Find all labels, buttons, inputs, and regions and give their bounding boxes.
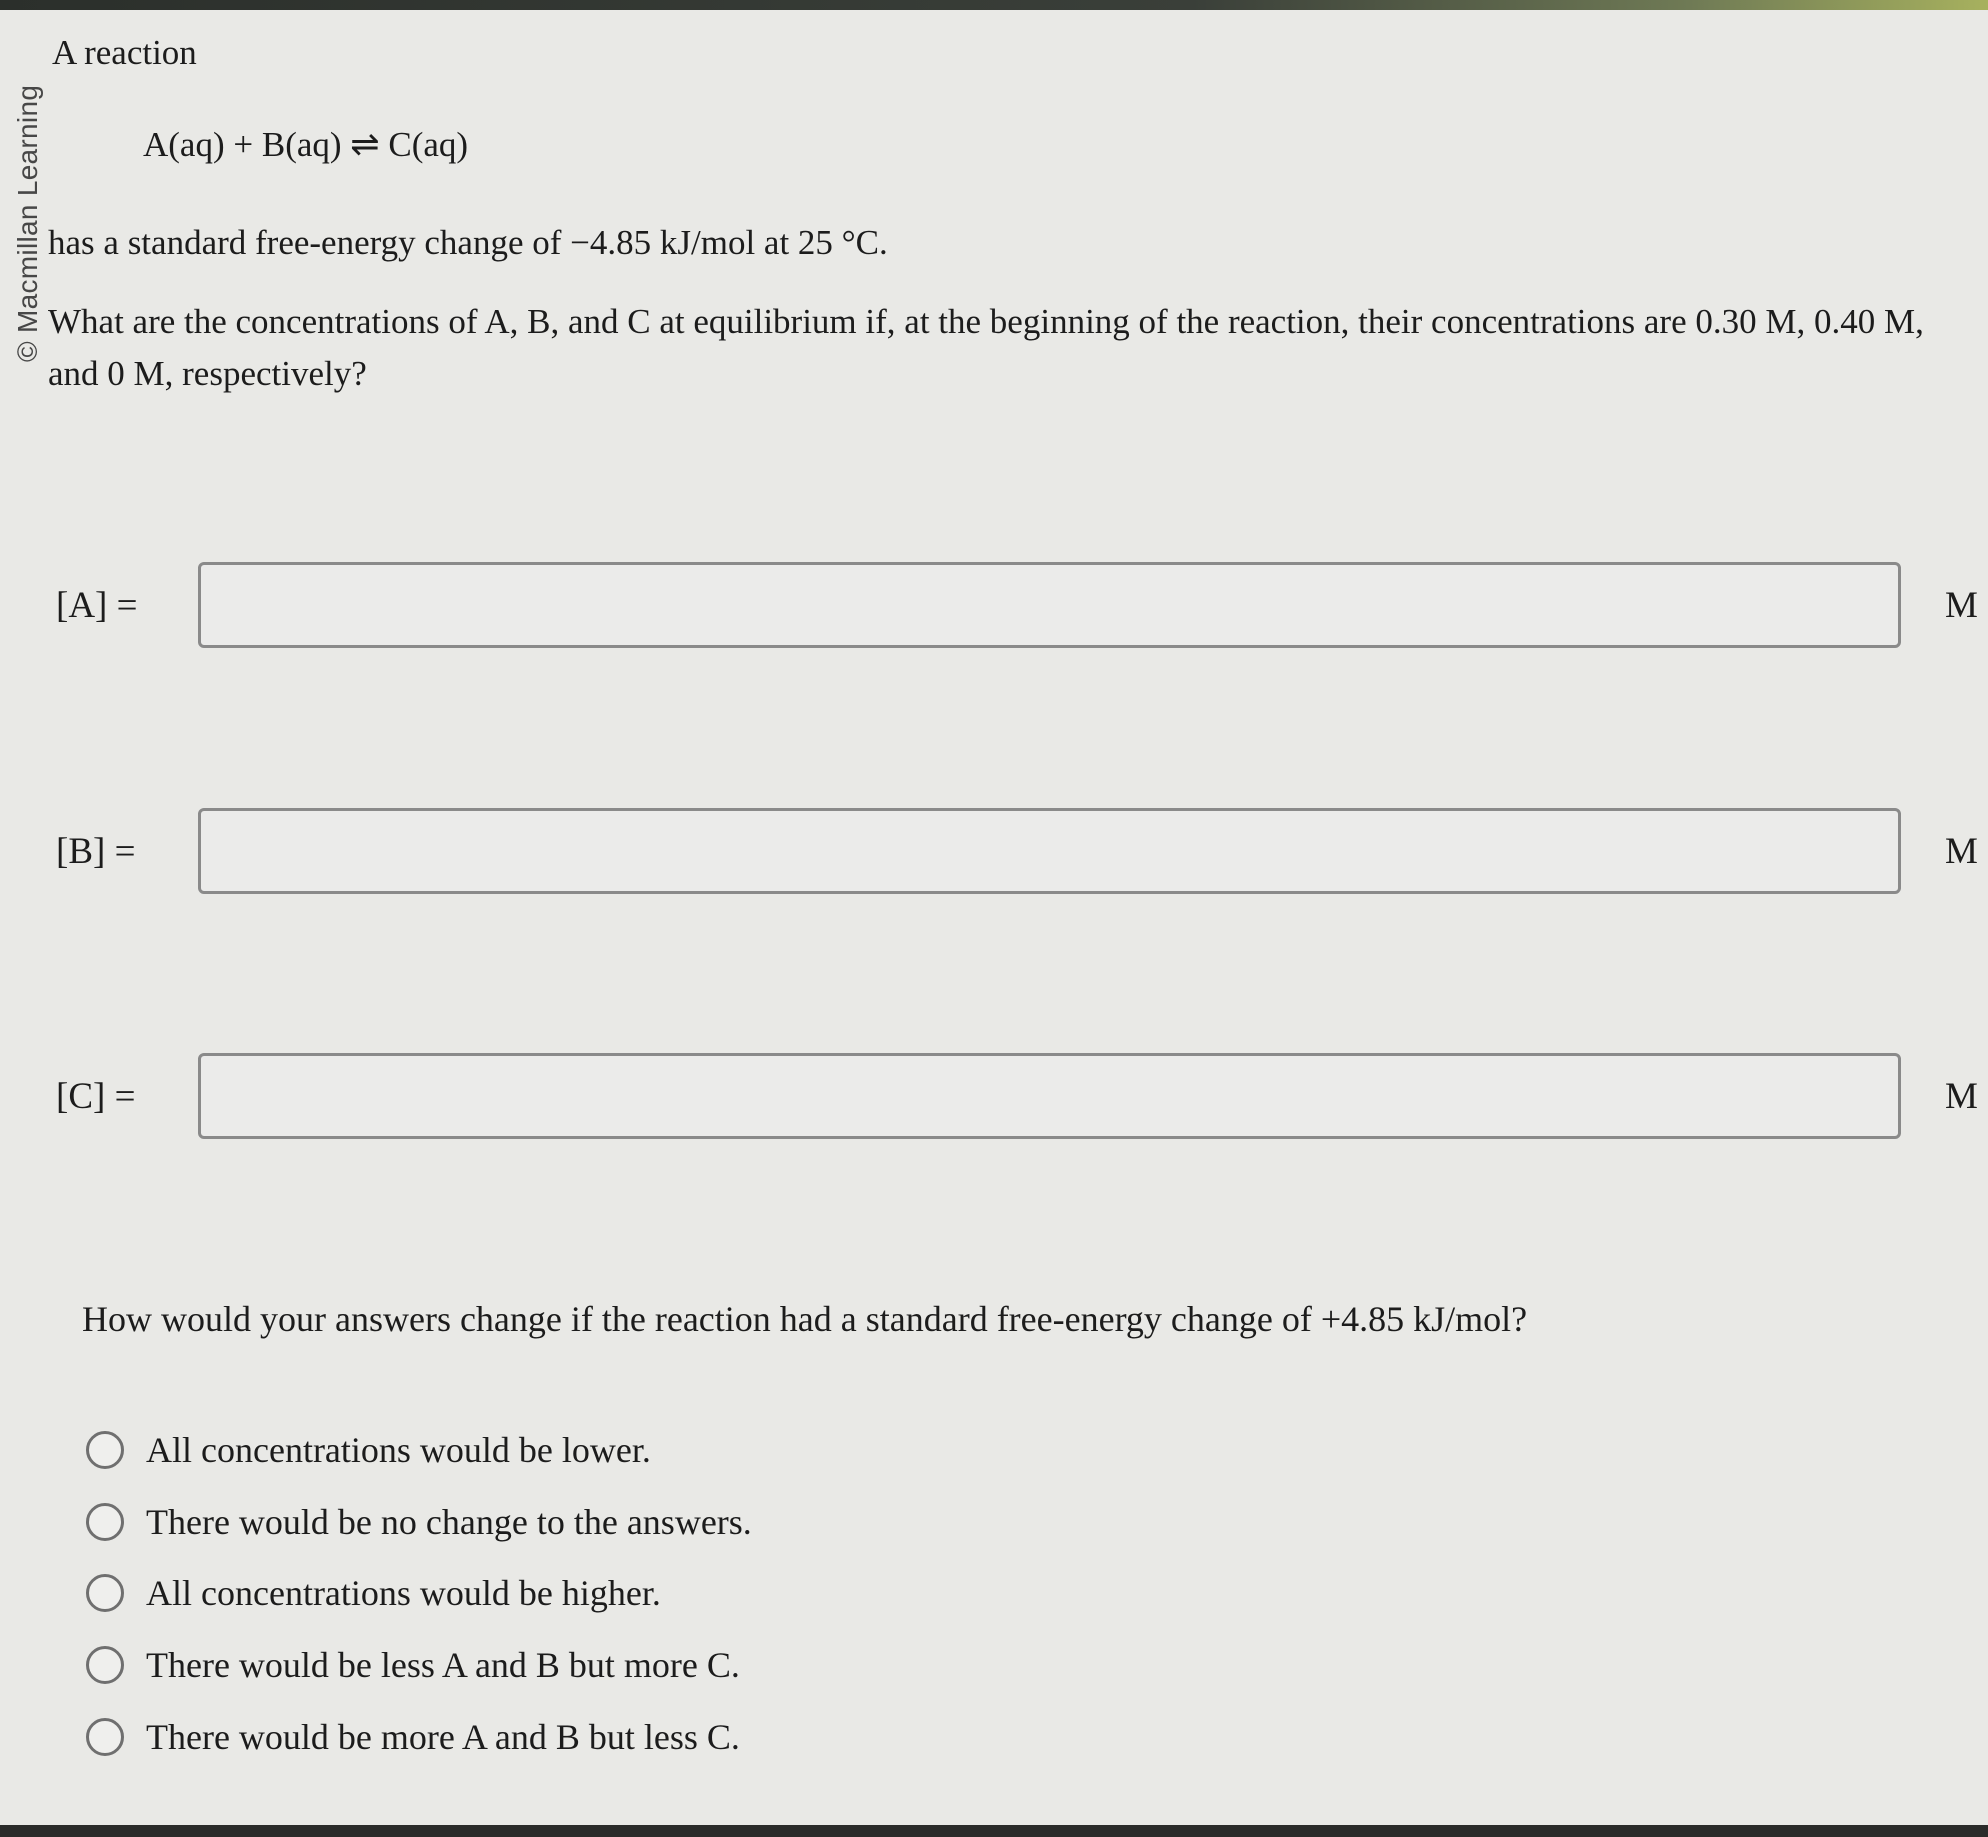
- option-more-ab-less-c[interactable]: [86, 1712, 986, 1768]
- answer-row-b: [0, 808, 1988, 898]
- problem-intro: A reaction: [52, 33, 197, 72]
- answer-unit-b: M: [1945, 831, 1978, 872]
- bottom-bezel: [0, 1825, 1988, 1837]
- option-label: All concentrations would be higher.: [146, 1573, 661, 1613]
- answer-label-c: [C] =: [56, 1076, 136, 1117]
- radio-button[interactable]: [86, 1574, 124, 1612]
- option-less-ab-more-c[interactable]: [86, 1640, 986, 1696]
- option-label: There would be no change to the answers.: [146, 1502, 752, 1542]
- radio-button[interactable]: [86, 1646, 124, 1684]
- answer-unit-c: M: [1945, 1076, 1978, 1117]
- copyright-watermark: © Macmillan Learning: [12, 84, 43, 362]
- answer-label-a: [A] =: [56, 585, 138, 626]
- answer-row-c: [0, 1053, 1988, 1143]
- option-label: There would be more A and B but less C.: [146, 1717, 740, 1757]
- option-label: There would be less A and B but more C.: [146, 1645, 740, 1685]
- answer-unit-a: M: [1945, 585, 1978, 626]
- answer-label-b: [B] =: [56, 831, 136, 872]
- option-no-change[interactable]: [86, 1497, 986, 1553]
- reaction-equation: A(aq) + B(aq) ⇌ C(aq): [143, 125, 469, 164]
- radio-button[interactable]: [86, 1503, 124, 1541]
- concentration-a-input[interactable]: [198, 562, 1901, 648]
- option-label: All concentrations would be lower.: [146, 1430, 651, 1470]
- problem-given: has a standard free-energy change of −4.85 kJ/mol at 25 °C.: [48, 223, 888, 262]
- radio-button[interactable]: [86, 1431, 124, 1469]
- concentration-c-input[interactable]: [198, 1053, 1901, 1139]
- problem-question: What are the concentrations of A, B, and C at equilibrium if, at the beginning of the reaction, their concentrations are 0.30 M, 0.40 M, and 0 M, respectively?: [48, 302, 1924, 393]
- top-bezel: [0, 0, 1988, 10]
- concentration-b-input[interactable]: [198, 808, 1901, 894]
- option-all-lower[interactable]: [86, 1425, 986, 1481]
- radio-button[interactable]: [86, 1718, 124, 1756]
- option-all-higher[interactable]: [86, 1568, 986, 1624]
- followup-question: How would your answers change if the reaction had a standard free-energy change of +4.85 kJ/mol?: [82, 1299, 1528, 1339]
- answer-row-a: [0, 562, 1988, 652]
